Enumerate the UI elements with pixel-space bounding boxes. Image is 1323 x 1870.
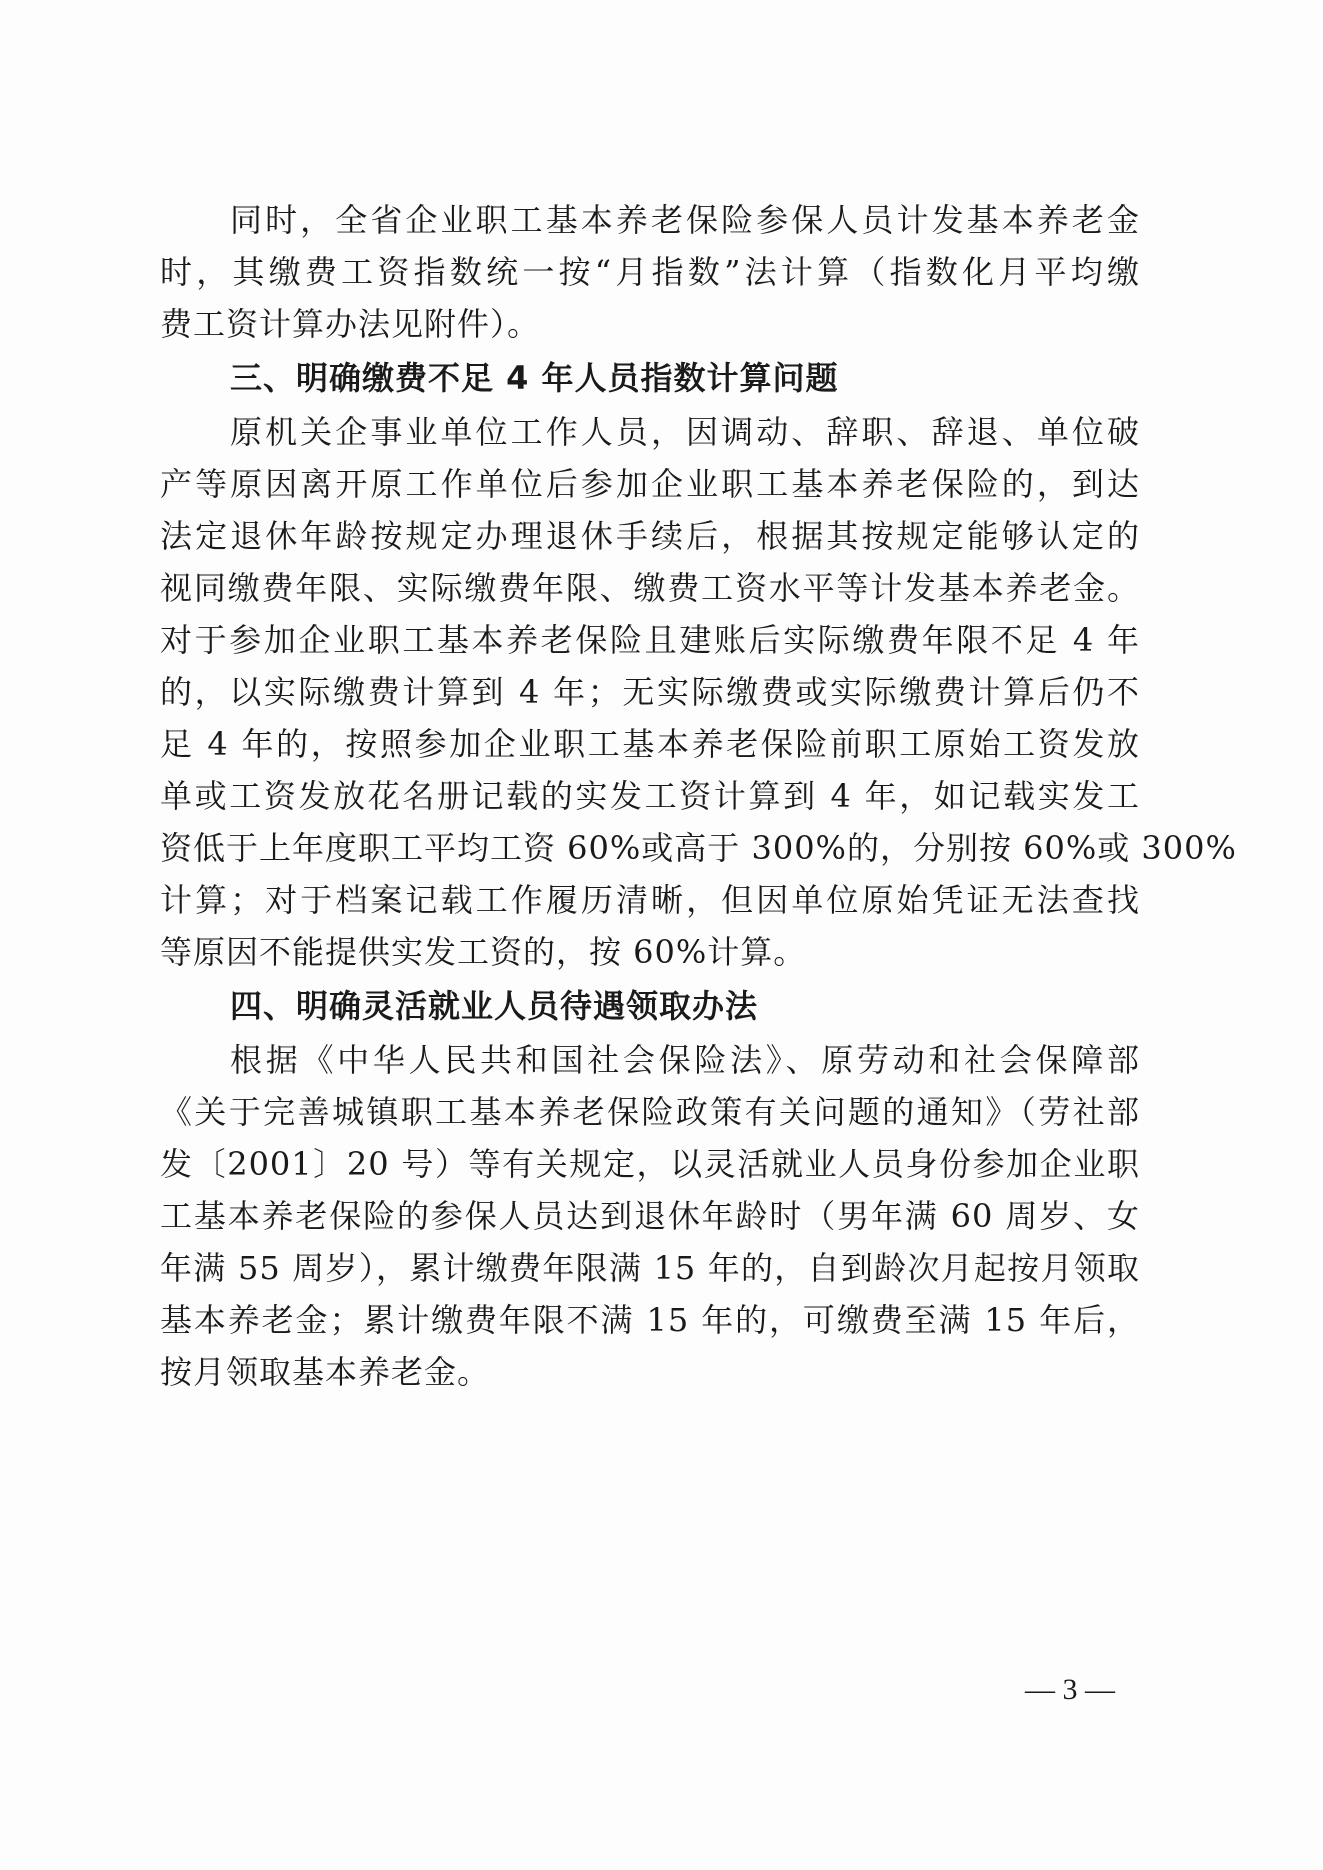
paragraph-line: 资低于上年度职工平均工资 60%或高于 300%的，分别按 60%或 300%: [160, 829, 1237, 867]
paragraph-line: 工基本养老保险的参保人员达到退休年龄时（男年满 60 周岁、女: [160, 1197, 1140, 1235]
paragraph-line: 产等原因离开原工作单位后参加企业职工基本养老保险的，到达: [160, 465, 1140, 503]
paragraph-line: 计算；对于档案记载工作履历清晰，但因单位原始凭证无法查找: [160, 881, 1140, 919]
page-number: — 3 —: [1025, 1673, 1115, 1706]
paragraph-line: 费工资计算办法见附件）。: [160, 305, 541, 343]
section-heading-4: 四、明确灵活就业人员待遇领取办法: [230, 987, 759, 1025]
paragraph-line: 同时，全省企业职工基本养老保险参保人员计发基本养老金: [230, 201, 1140, 239]
paragraph-line: 按月领取基本养老金。: [160, 1353, 491, 1391]
paragraph-line: 发〔2001〕20 号）等有关规定，以灵活就业人员身份参加企业职: [160, 1145, 1140, 1183]
paragraph-line: 《关于完善城镇职工基本养老保险政策有关问题的通知》（劳社部: [160, 1093, 1140, 1131]
paragraph-line: 基本养老金；累计缴费年限不满 15 年的，可缴费至满 15 年后，: [160, 1301, 1140, 1339]
paragraph-line: 法定退休年龄按规定办理退休手续后，根据其按规定能够认定的: [160, 517, 1140, 555]
paragraph-line: 足 4 年的，按照参加企业职工基本养老保险前职工原始工资发放: [160, 725, 1140, 763]
paragraph-line: 对于参加企业职工基本养老保险且建账后实际缴费年限不足 4 年: [160, 621, 1140, 659]
paragraph-line: 单或工资发放花名册记载的实发工资计算到 4 年，如记载实发工: [160, 777, 1140, 815]
paragraph-line: 的，以实际缴费计算到 4 年；无实际缴费或实际缴费计算后仍不: [160, 673, 1140, 711]
paragraph-line: 时，其缴费工资指数统一按“月指数”法计算（指数化月平均缴: [160, 253, 1140, 291]
section-heading-3: 三、明确缴费不足 4 年人员指数计算问题: [230, 359, 839, 397]
paragraph-line: 视同缴费年限、实际缴费年限、缴费工资水平等计发基本养老金。: [160, 569, 1140, 607]
paragraph-line: 等原因不能提供实发工资的，按 60%计算。: [160, 933, 807, 971]
paragraph-line: 原机关企事业单位工作人员，因调动、辞职、辞退、单位破: [230, 413, 1140, 451]
paragraph-line: 年满 55 周岁），累计缴费年限满 15 年的，自到龄次月起按月领取: [160, 1249, 1140, 1287]
paragraph-line: 根据《中华人民共和国社会保险法》、原劳动和社会保障部: [230, 1041, 1140, 1079]
